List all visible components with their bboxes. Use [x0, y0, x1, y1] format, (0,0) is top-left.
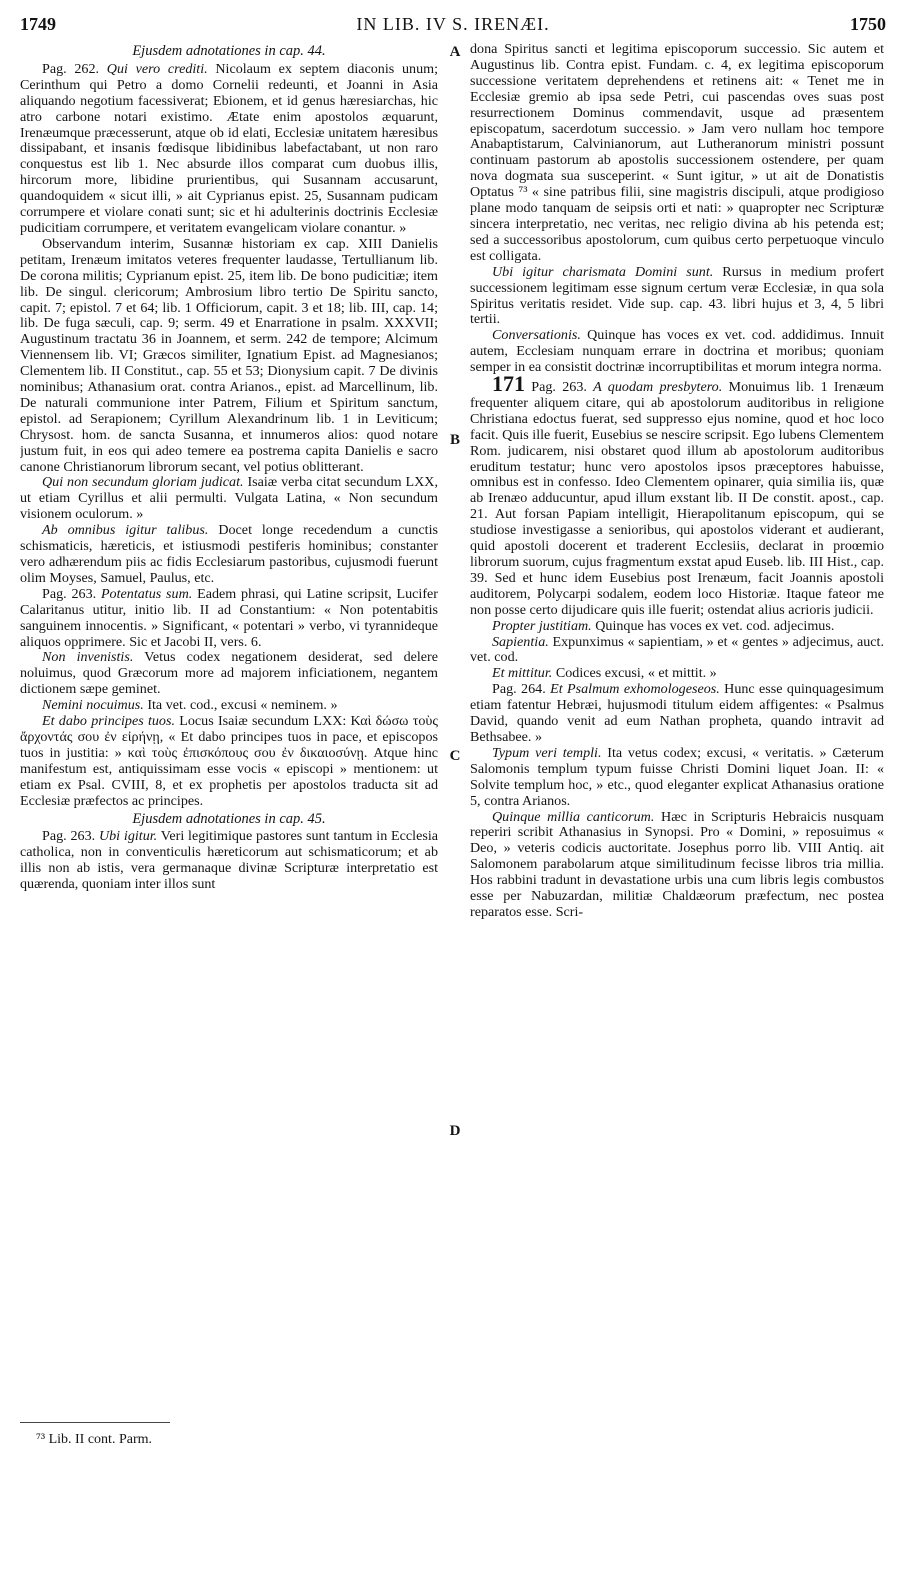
note-paragraph	[470, 619, 884, 635]
note-text: Hæc in Scripturis Hebraicis nusquam reperiri scribit Athanasius in Synopsi. Pro « Domini, » reposuimus « Deo, » veteris codicis auctoritate. Josephus porro lib. VIII Antiq. ait Salomonem parabolarum atque similitudinum fecisse libros tria millia. Hos rabbini tradunt in devastatione urbis una cum libris legis combustos esse per Nabuzardan, militiæ Chaldæorum præfectum, nec postea reparatos esse. Scri-	[470, 808, 884, 920]
page-number-right: 1750	[850, 14, 886, 34]
margin-letter-c: C	[449, 748, 461, 764]
note-paragraph	[20, 829, 438, 893]
lemma: Qui non secundum gloriam judicat.	[42, 474, 244, 491]
note-text: Docet longe recedendum a cunctis schismaticis, hæreticis, et istiusmodi pestiferis hominibus; constanter vero adhærendum piis ac fidis Ecclesiarum pastoribus, cujusmodi fuerunt olim Moyses, Samuel, Paulus, etc.	[20, 522, 438, 586]
lemma: A quodam presbytero.	[593, 379, 723, 396]
lemma: Et dabo principes tuos.	[42, 713, 175, 730]
margin-letter-a: A	[449, 44, 461, 60]
note-paragraph	[470, 371, 884, 619]
note-paragraph	[20, 475, 438, 523]
note-text: Expunximus « sapientiam, » et « gentes » adjecimus, auct. vet. cod.	[470, 633, 884, 666]
note-paragraph: dona Spiritus sancti et legitima episcoporum successio. Sic autem et Augustinus lib. Contra epist. Fundam. c. 4, ex legitima episcoporum successione veritatem deprehendens et retinens ait: « Tenet me in Ecclesiæ gremio ab ipsa sede Petri, cui pascendas oves suas post resurrectionem Dominus commendavit, usque ad præsentem episcopatum, sacerdotum successio. » Jam vero nullam hoc tempore Anabaptistarum, Calvinianorum, aut Lutheranorum ministri possunt continuam pastorum ab apostolis successionem ostendere, per quam nova dogmata sua susceperint. « Sunt igitur, » ut ait de Donatistis Optatus ⁷³ « sine patribus filii, sine magistris discipuli, atque prodigioso plane modo tanquam de seipsis orti et nati: » quapropter nec Scripturæ sincera interpretatio, nec veritas, nec religio divina ab his petenda est; sed a successoribus apostolorum, cum quibus certo perpetuoque vinculo est colligata.	[470, 42, 884, 264]
note-text: Isaiæ verba citat secundum LXX, ut etiam Cyrillus et alii permulti. Vulgata Latina, « Non secundum visionem oculorum. »	[20, 474, 438, 523]
lemma: Qui vero crediti.	[106, 60, 208, 77]
lemma: Et mittitur.	[492, 665, 553, 682]
note-paragraph	[20, 523, 438, 587]
lemma: Quinque millia canticorum.	[492, 808, 655, 825]
margin-letter-b: B	[449, 432, 460, 448]
note-paragraph	[470, 635, 884, 667]
lemma: Ab omnibus igitur talibus.	[42, 522, 209, 539]
note-paragraph	[470, 666, 884, 682]
lemma: Propter justitiam.	[492, 617, 592, 634]
note-paragraph	[470, 810, 884, 921]
note-text: Ita vetus codex; excusi, « veritatis. » Cæterum Salomonis templum typum fuisse Christi Domini liquet Joan. II: « Solvite templum hoc, » etc., quod eleganter explicat Athanasius oratione 5, contra Arianos.	[470, 744, 884, 809]
note-text: Quinque has voces ex vet. cod. adjecimus.	[595, 617, 835, 634]
note-paragraph	[20, 587, 438, 651]
note-text: Quinque has voces ex vet. cod. addidimus. Innuit autem, Ecclesiam nunquam errare in doctrina et moribus; quoniam semper in ea consistit doctrinæ incorruptibilitas et morum integra norma.	[470, 327, 884, 376]
note-text: Vetus codex negationem desiderat, sed delere noluimus, quod Græcorum more ad majorem inficiationem, negantem dictionem sæpe geminet.	[20, 649, 438, 698]
section-number: 171	[492, 371, 525, 397]
note-text: Ita vet. cod., excusi « neminem. »	[147, 697, 338, 714]
note-paragraph	[470, 328, 884, 376]
footnote: ⁷³ Lib. II cont. Parm.	[36, 1432, 152, 1447]
lemma: Sapientia.	[492, 633, 549, 650]
section-heading: Ejusdem adnotationes in cap. 44.	[132, 43, 326, 59]
page-ref: Pag. 263.	[531, 379, 587, 396]
lemma: Non invenistis.	[42, 649, 134, 666]
lemma: Ubi igitur.	[98, 828, 158, 845]
page-ref: Pag. 263.	[42, 585, 97, 602]
running-head: IN LIB. IV S. IRENÆI.	[356, 14, 550, 34]
lemma: Nemini nocuimus.	[42, 697, 144, 714]
lemma: Potentatus sum.	[100, 585, 193, 602]
note-text: Nicolaum ex septem diaconis unum; Cerinthum qui Petro a domo Cornelii redeunti, et Joanni in Asia aliquando negotium facessiverat; Ebionem, et id genus hæresiarchas, hic atro carbone notari existimo. Ætate enim apostolos æquarunt, Irenæumque præcesserunt, atque ob id elati, Ecclesiæ unitatem hæresibus dissipabant, et insanis fœdisque libidinibus labefactabant, ut non raro conquestus est lib 1. Nec absurde illos comparat cum duobus illis, hircorum more, libidine prurientibus, qui Susannam accusarunt, quandoquidem « sicut illi, » ait Cyprianus epist. 25, Susannam pudicam corrumpere et violare conati sunt; sic et hi adulterinis doctrinis Ecclesiæ pudicitiam corrumpere, et veritatem evangelicam violare conantur. »	[20, 60, 438, 236]
page-header	[20, 14, 886, 40]
note-paragraph	[20, 650, 438, 698]
note-paragraph	[470, 265, 884, 329]
note-text: Eadem phrasi, qui Latine scripsit, Lucifer Calaritanus utitur, initio lib. II ad Constantium: « Non potentabitis sanguinem innocentis. » Significant, « potentari » verbo, vi tyrannideque aliquos opprimere. Sic et Jacobi II, vers. 6.	[20, 585, 438, 650]
lemma: Conversationis.	[492, 327, 581, 344]
note-paragraph	[20, 714, 438, 809]
note-text: Rursus in medium profert successionem legitimam esse signum certum veræ Ecclesiæ, in qua sola Spiritus veritatis residet. Vide sup. cap. 43. libri hujus et 3, 4, 5 libri tertii.	[470, 263, 884, 328]
note-text: Hunc esse quinquagesimum etiam fatentur Hebræi, hujusmodi titulum eidem affigentes: « Psalmus David, quando venit ad eum Nathan propheta, quando intravit ad Bethsabee. »	[470, 681, 884, 745]
lemma: Typum veri templi.	[492, 744, 602, 761]
note-text: Codices excusi, « et mittit. »	[555, 665, 717, 682]
note-text: Locus Isaiæ secundum LXX: Καὶ δώσω τοὺς ἄρχοντάς σου ἐν εἰρήνῃ, « Et dabo principes tuos in pace, et episcopos tuos in justitia: » καὶ τοὺς ἐπισκόπους σου ἐν δικαιοσύνῃ. Atque hinc manifestum est, antiquissimam esse vocis « episcopi » mentionem: ut etiam ex Psal. CVIII, 8, et ex prophetis per apostolos traducta sit ad Ecclesiæ præfectos ac principes.	[20, 713, 438, 809]
right-column	[470, 42, 884, 1522]
note-paragraph	[470, 682, 884, 746]
page-ref: Pag. 264.	[492, 681, 546, 698]
footnote-rule	[20, 1422, 170, 1423]
note-paragraph	[20, 698, 438, 714]
lemma: Ubi igitur charismata Domini sunt.	[492, 263, 714, 280]
page-ref: Pag. 262.	[42, 60, 100, 77]
section-heading: Ejusdem adnotationes in cap. 45.	[132, 810, 326, 827]
lemma: Et Psalmum exhomologeseos.	[550, 681, 720, 698]
left-column	[20, 42, 438, 1522]
note-paragraph	[20, 62, 438, 237]
note-paragraph: Observandum interim, Susannæ historiam ex cap. XIII Danielis petitam, Irenæum imitatos veteres frequenter laudasse, Tertullianum lib. De corona militis; Cyprianum epist. 25, item lib. De bono pudicitiæ; item lib. De singul. clericorum; Ambrosium libro tertio De Spiritu sancto, capit. 7; epistol. 7 et 64; lib. 1 Officiorum, capit. 3 et 18; lib. III, cap. 14; lib. De fuga sæculi, cap. 9; serm. 49 et Enarratione in psalm. XXXVII; Augustinum tractatu 36 in Joannem, et serm. 242 de tempore; Alcimum Viennensem lib. VI; Græcos similiter, Ignatium Epist. ad Magnesianos; Clementem lib. II Constitut., cap. 55 et 53; Dionysium capit. 7 De divinis nominibus; Athanasium orat. contra Arianos., epist. ad Marcellinum, lib. De naturali communione inter Patrem, Filium et Spiritum sanctum, epistol. ad Serapionem; Cyrillum Alexandrinum lib. 1 in Leviticum; Chrysost. hom. de sancta Susanna, et innumeros alios: quod notare justum fuit, in eos qui adeo temere ea postrema capita Danielis e sacro canone Christianorum librorum secant, vel potius oblitterant.	[20, 235, 438, 475]
note-text: Monuimus lib. 1 Irenæum frequenter aliquem citare, qui ab apostolorum auditoribus in religione Christiana edoctus fuerat, sed suppresso ejus nomine, quod et hoc loco facit. Quis ille fuerit, Eusebius se nescire scripsit. Ego lubens Clementem Rom. judicarem, nisi obstaret quod illum ab apostolorum auditoribus eruditum testatur; hunc vero apostolos ipsos præceptores habuisse, omnibus est in confesso. Ideo Clementem opinarer, quia similia iis, quæ ab Irenæo adducuntur, apud illum exstant lib. II De constit. apost., cap. 21. Aut forsan Papiam intelligit, Hierapolitanum episcopum, qui se studiose investigasse a senioribus, qui apostolos viderant et audierant, quid apostoli docerent et traderent Ecclesiis, declarat in proœmio librorum suorum, cujus fragmentum exstat apud Euseb. lib. III Hist., cap. 39. Sed et hunc idem Eusebius post Irenæum, facit Joannis apostoli auditorem, Polycarpi sodalem, eodem loco Historiæ. Itaque fateor me non posse certo dijudicare quis ille fuerit; ostendat alius acrioris judicii.	[470, 379, 884, 618]
page-ref: Pag. 263.	[42, 828, 96, 845]
note-paragraph	[470, 746, 884, 810]
margin-letter-d: D	[449, 1123, 461, 1139]
page-number-left: 1749	[20, 14, 56, 34]
note-text: Veri legitimique pastores sunt tantum in Ecclesia catholica, non in conventiculis hæreticorum aut schismaticorum; et ab illis non ab istis, vera germanaque divinæ Scripturæ interpretatio est quærenda, quoniam inter illos sunt	[20, 828, 438, 893]
